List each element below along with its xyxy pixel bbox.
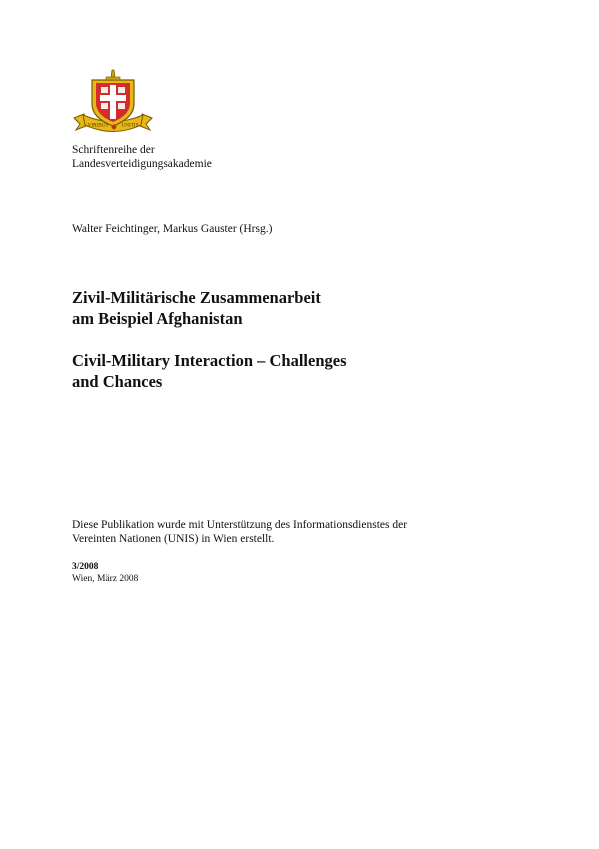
series-line-1: Schriftenreihe der [72, 144, 155, 156]
editors: Walter Feichtinger, Markus Gauster (Hrsg.) [72, 223, 273, 235]
academy-crest-logo [70, 68, 156, 140]
series-name [72, 143, 212, 171]
title-german-line-1: Zivil-Militärische Zusammenarbeit [72, 288, 321, 307]
publication-notice [72, 518, 407, 546]
banner-emblem-icon [112, 125, 116, 129]
issue-place-date: Wien, März 2008 [72, 573, 139, 584]
issue-info [72, 562, 138, 585]
notice-line-2: Vereinten Nationen (UNIS) in Wien erstellt. [72, 533, 275, 545]
title-english-line-1: Civil-Military Interaction – Challenges [72, 351, 347, 370]
title-english [72, 350, 347, 392]
crest-icon [70, 68, 156, 140]
title-german-line-2: am Beispiel Afghanistan [72, 309, 243, 328]
series-line-2: Landesverteidigungsakademie [72, 158, 212, 170]
title-english-line-2: and Chances [72, 372, 163, 391]
notice-line-1: Diese Publikation wurde mit Unterstützung des Informationsdienstes der [72, 519, 408, 531]
issue-number: 3/2008 [72, 562, 99, 572]
title-german [72, 287, 321, 329]
crest-motto-left: VIRIBUS [87, 122, 109, 129]
crest-motto-right: UNITIS [121, 122, 139, 129]
